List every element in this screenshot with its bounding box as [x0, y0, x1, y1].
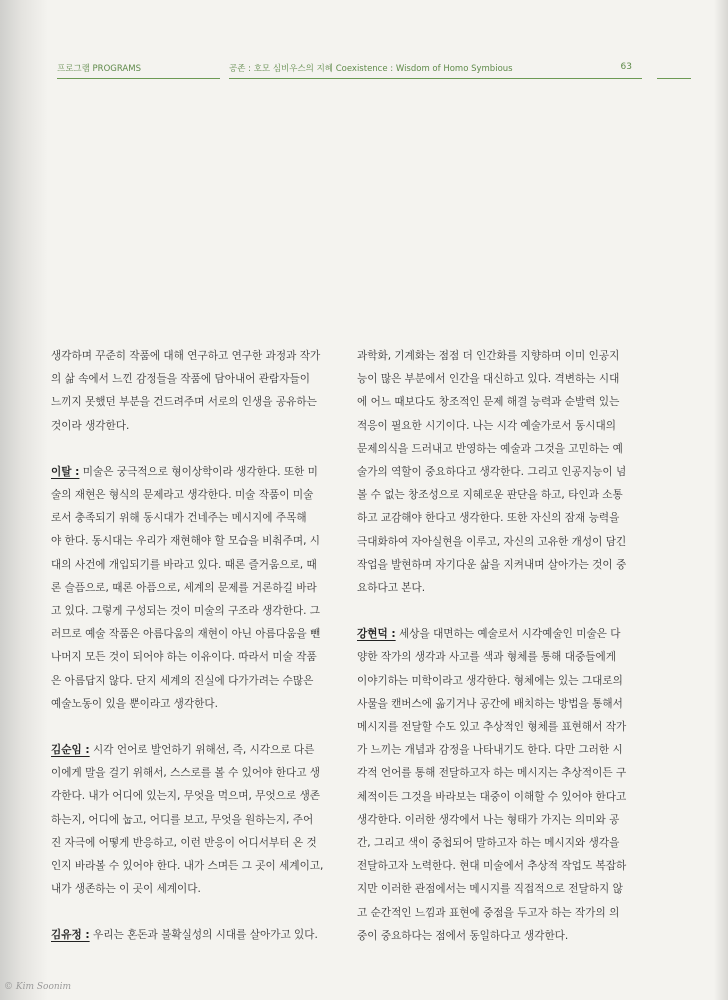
text-line: 내가 생존하는 이 곳이 세계이다.	[51, 883, 201, 896]
text-line: 에 어느 때보다도 창조적인 문제 해결 능력과 순발력 있는	[357, 396, 620, 409]
text-line: 의 삶 속에서 느낀 감정들을 작품에 담아내어 관람자들이	[51, 373, 310, 386]
header-rule-middle	[229, 78, 642, 79]
text-line: 이야기하는 미학이라고 생각한다. 형체에는 있는 그대로의	[357, 674, 623, 687]
text-fragment: 미술은 궁극적으로 형이상학이라 생각한다. 또한 미	[79, 465, 318, 478]
text-line: 대의 사건에 개입되기를 바라고 있다. 때론 즐거움으로, 때	[51, 558, 317, 571]
text-line: 고 순간적인 느낌과 표현에 중점을 두고자 하는 작가의 의	[357, 906, 620, 919]
text-line	[357, 623, 629, 646]
text-line	[51, 461, 323, 484]
text-line: 로서 충족되기 위해 동시대가 건네주는 메시지에 주목해	[51, 512, 307, 525]
text-line: 각한다. 내가 어디에 있는지, 무엇을 먹으며, 무엇으로 생존	[51, 790, 321, 803]
text-line: 하는지, 어디에 눕고, 어디를 보고, 무엇을 원하는지, 주어	[51, 813, 314, 826]
text-line: 문제의식을 드러내고 반영하는 예술과 그것을 고민하는 예	[357, 442, 623, 455]
text-line: 능이 많은 부분에서 인간을 대신하고 있다. 격변하는 시대	[357, 373, 620, 386]
article-title: 공존 : 호모 심비우스의 지혜 Coexistence : Wisdom of Homo Symbious	[229, 64, 513, 74]
text-line: 생각한다. 이러한 생각에서 나는 형태가 가지는 의미와 공	[357, 813, 620, 826]
text-line: 전달하고자 노력한다. 현대 미술에서 추상적 작업도 복잡하	[357, 860, 627, 873]
text-fragment: 세상을 대면하는 예술로서 시각예술인 미술은 다	[395, 628, 621, 641]
text-line: 것이라 생각한다.	[51, 419, 130, 432]
text-line: 간, 그리고 색이 중첩되어 말하고자 하는 메시지와 생각을	[357, 837, 620, 850]
text-line: 은 아름답지 않다. 단지 세계의 진실에 다가가려는 수많은	[51, 674, 314, 687]
page-gutter-shadow	[0, 0, 48, 1000]
text-line: 양한 작가의 생각과 사고를 색과 형체를 통해 대중들에게	[357, 651, 616, 664]
text-line: 러므로 예술 작품은 아름다움의 재현이 아닌 아름다움을 뺀	[51, 628, 321, 641]
page-number: 63	[620, 62, 632, 72]
text-line: 나머지 모든 것이 되어야 하는 이유이다. 따라서 미술 작품	[51, 651, 317, 664]
artist-name: 이탈 :	[51, 465, 80, 478]
text-line: 과학화, 기계화는 점점 더 인간화를 지향하며 이미 인공지	[357, 350, 620, 362]
paragraph-kimsunim	[51, 739, 323, 901]
text-line: 각적 언어를 통해 전달하고자 하는 메시지는 추상적이든 구	[357, 767, 627, 780]
text-line: 생각하며 꾸준히 작품에 대해 연구하고 연구한 과정과 작가	[51, 350, 321, 362]
text-line: 극대화하여 자아실현을 이루고, 자신의 고유한 개성이 담긴	[357, 535, 627, 548]
copyright-watermark: © Kim Soonim	[4, 982, 72, 992]
text-line: 술가의 역할이 중요하다고 생각한다. 그리고 인공지능이 넘	[357, 466, 627, 479]
paragraph-kanghyundeok	[357, 623, 629, 948]
text-line: 예술노동이 있을 뿐이라고 생각한다.	[51, 697, 218, 710]
text-line: 고 있다. 그렇게 구성되는 것이 미술의 구조라 생각한다. 그	[51, 605, 321, 618]
text-line: 적응이 필요한 시기이다. 나는 시각 예술가로서 동시대의	[357, 419, 616, 432]
text-fragment: 시각 언어로 발언하기 위해선, 즉, 시각으로 다른	[89, 744, 315, 757]
text-line	[51, 924, 323, 947]
header-rule-right	[657, 78, 691, 79]
text-line: 술의 재현은 형식의 문제라고 생각한다. 미술 작품이 미술	[51, 489, 314, 502]
artist-name: 강현덕 :	[357, 628, 396, 641]
text-line: 요하다고 본다.	[357, 582, 426, 595]
page-edge-shadow	[714, 0, 728, 1000]
text-line: 이에게 말을 걸기 위해서, 스스로를 볼 수 있어야 한다고 생	[51, 767, 321, 780]
text-line: 진 자극에 어떻게 반응하고, 이런 반응이 어디서부터 온 것	[51, 836, 317, 849]
right-column	[357, 345, 629, 948]
paragraph-itall	[51, 461, 323, 716]
header-rule-left	[57, 78, 220, 79]
text-line: 론 슬픔으로, 때론 아픔으로, 세계의 문제를 거론하길 바라	[51, 581, 317, 594]
text-line: 사물을 캔버스에 옮기거나 공간에 배치하는 방법을 통해서	[357, 697, 623, 710]
text-line: 메시지를 전달할 수도 있고 추상적인 형체를 표현해서 작가	[357, 721, 627, 734]
artist-name: 김순임 :	[51, 744, 90, 757]
page-header	[57, 60, 637, 82]
text-line: 야 한다. 동시대는 우리가 재현해야 할 모습을 비춰주며, 시	[51, 535, 321, 548]
section-label: 프로그램 PROGRAMS	[57, 64, 141, 74]
text-fragment: 우리는 혼돈과 불확실성의 시대를 살아가고 있다.	[89, 929, 318, 942]
text-line: 가 느끼는 개념과 감정을 나타내기도 한다. 다만 그러한 시	[357, 744, 623, 757]
text-line: 중이 중요하다는 점에서 동일하다고 생각한다.	[357, 929, 569, 942]
text-line: 체적이든 그것을 바라보는 대중이 이해할 수 있어야 한다고	[357, 790, 627, 803]
text-line: 하고 교감해야 한다고 생각한다. 또한 자신의 잠재 능력을	[357, 512, 620, 525]
artist-name: 김유정 :	[51, 929, 90, 942]
text-line: 작업을 발현하며 자기다운 삶을 지켜내며 살아가는 것이 중	[357, 558, 627, 571]
paragraph-intro-right	[357, 345, 629, 600]
text-line: 지만 이러한 관점에서는 메시지를 직접적으로 전달하지 않	[357, 883, 623, 896]
paragraph-intro-left	[51, 345, 323, 438]
left-column	[51, 345, 323, 948]
text-line: 인지 바라볼 수 있어야 한다. 내가 스며든 그 곳이 세계이고,	[51, 860, 323, 873]
text-line: 느끼지 못했던 부분을 건드려주며 서로의 인생을 공유하는	[51, 396, 317, 409]
text-line	[51, 739, 323, 762]
text-line: 볼 수 없는 창조성으로 지혜로운 판단을 하고, 타인과 소통	[357, 489, 623, 502]
paragraph-kimyujung	[51, 924, 323, 947]
